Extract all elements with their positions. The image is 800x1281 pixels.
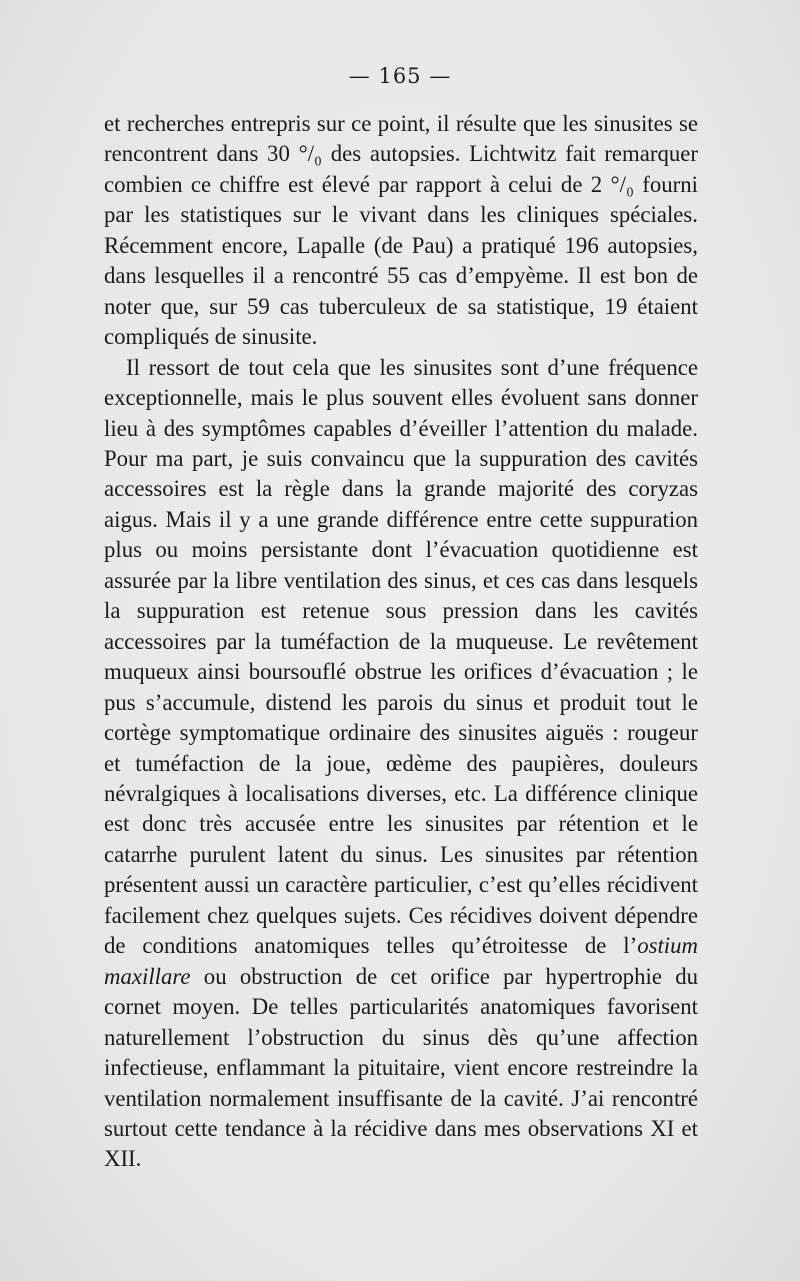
page-number: — 165 — (348, 64, 452, 88)
paragraph-2-text-start: Il ressort de tout cela que les sinusites sont d’une fréquence exceptionnelle, mais le plus souvent elles évoluent sans donner lieu à des symptômes capables d’éveiller l’attention du malade. Pour ma part, je suis convaincu que la suppuration des cavités accessoires est la règle dans la grande majorité des coryzas aigus. Mais il y a une grande différence entre cette suppuration plus ou moins persistante dont l’évacuation quotidienne est assurée par la libre ventilation des sinus, et ces cas dans lesquels la suppuration est retenue sous pression dans les cavités accessoires par la tuméfaction de la muqueuse. Le revêtement muqueux ainsi boursouflé obstrue les orifices d’évacuation ; le pus s’accumule, distend les parois du sinus et produit tout le cortège symptomatique ordinaire des sinusites aiguës : rougeur et tuméfaction de la joue, œdème des paupières, douleurs névralgiques à localisations diverses, etc. La différence clinique est donc très accusée entre les sinusites par rétention et le catarrhe purulent latent du sinus. Les sinusites par rétention présentent aussi un caractère particulier, c’est qu’elles récidivent facilement chez quelques sujets. Ces récidives doivent dépendre de conditions anatomiques telles qu’étroitesse de l’ (104, 354, 698, 959)
latin-term-ostium-maxillare: ostium maxillare (104, 933, 698, 989)
paragraph-1 (104, 109, 698, 353)
paragraph-2 (104, 353, 698, 1175)
paragraph-2-text-end: ou obstruction de cet orifice par hypertrophie du cornet moyen. De telles particularités anatomiques favorisent naturellement l’obstruction du sinus dès qu’une affection infectieuse, enflammant la pituitaire, vient encore restreindre la ventilation normalement insuffisante de la cavité. J’ai rencontré surtout cette tendance à la récidive dans mes observations XI et XII. (104, 963, 698, 1172)
paragraph-1-text: et recherches entrepris sur ce point, il résulte que les sinusites se rencontrent dans 30 °/₀ des autopsies. Lichtwitz fait remarquer combien ce chiffre est élevé par rapport à celui de 2 °/₀ fourni par les statistiques sur le vivant dans les cliniques spéciales. Récemment encore, Lapalle (de Pau) a pratiqué 196 autopsies, dans lesquelles il a rencontré 55 cas d’empyème. Il est bon de noter que, sur 59 cas tuberculeux de sa statistique, 19 étaient compliqués de sinusite. (104, 111, 698, 350)
body-text (104, 109, 698, 1175)
